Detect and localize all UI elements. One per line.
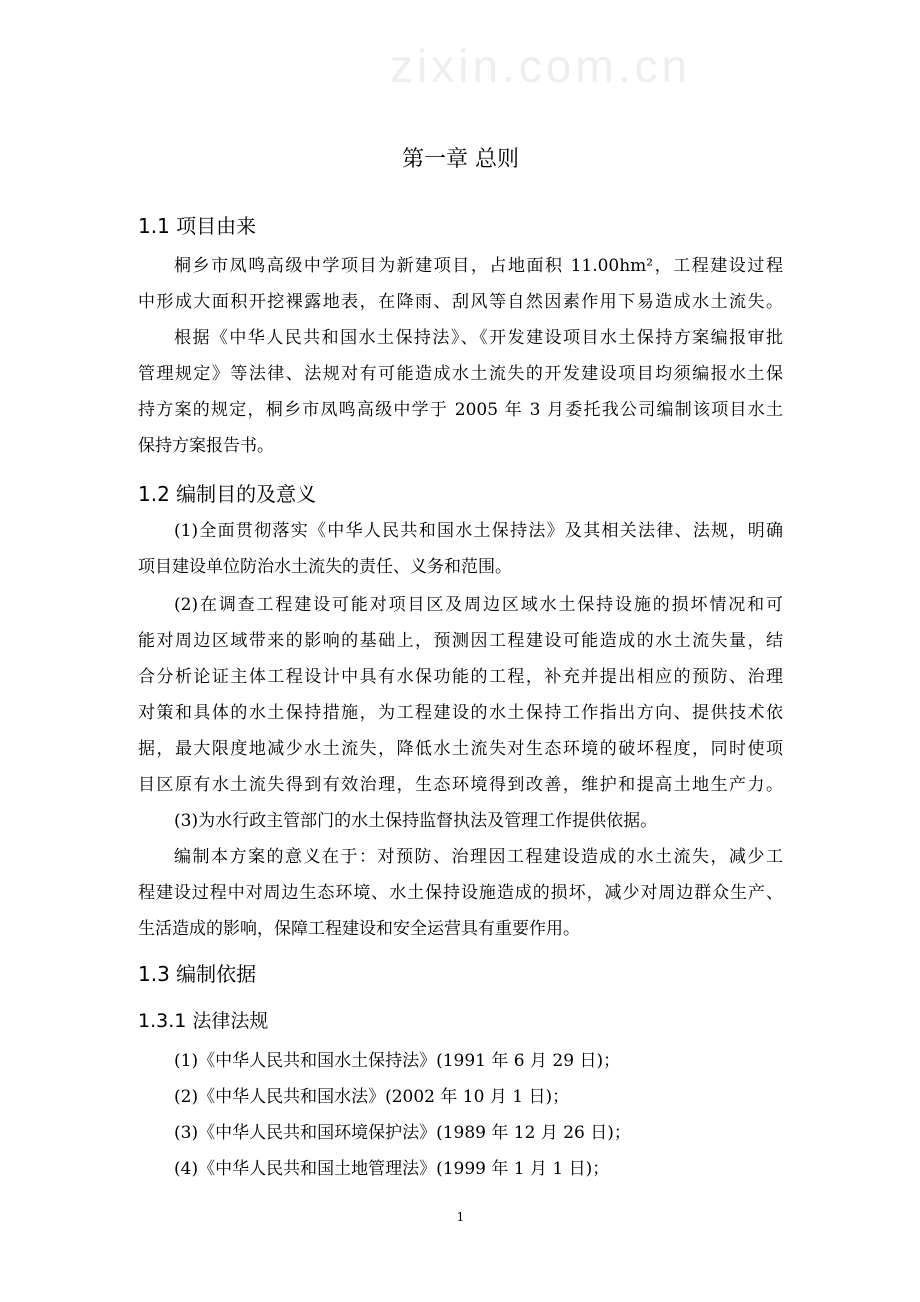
paragraph-line: 中形成大面积开挖裸露地表，在降雨、刮风等自然因素作用下易造成水土流失。 — [138, 292, 783, 312]
paragraph-line: 持方案的规定，桐乡市凤鸣高级中学于 2005 年 3 月委托我公司编制该项目水土 — [138, 400, 783, 420]
paragraph-line: 生活造成的影响，保障工程建设和安全运营具有重要作用。 — [138, 919, 580, 939]
section-heading-1-3: 1.3 编制依据 — [138, 962, 257, 986]
page-number: 1 — [456, 1210, 465, 1224]
paragraph-line: 管理规定》等法律、法规对有可能造成水土流失的开发建设项目均须编报水土保 — [138, 364, 783, 384]
paragraph-line: 能对周边区域带来的影响的基础上，预测因工程建设可能造成的水土流失量，结 — [138, 631, 783, 651]
paragraph-line: 对策和具体的水土保持措施，为工程建设的水土保持工作指出方向、提供技术依 — [138, 703, 783, 723]
section-heading-1-1: 1.1 项目由来 — [138, 214, 257, 238]
paragraph-line: 据，最大限度地减少水土流失，降低水土流失对生态环境的破坏程度，同时使项 — [138, 739, 783, 759]
paragraph-line: (1)全面贯彻落实《中华人民共和国水土保持法》及其相关法律、法规，明确 — [174, 521, 783, 541]
paragraph-line: 桐乡市凤鸣高级中学项目为新建项目，占地面积 11.00hm²，工程建设过程 — [174, 256, 783, 276]
paragraph-line: (2)在调查工程建设可能对项目区及周边区域水土保持设施的损坏情况和可 — [174, 595, 783, 615]
subsection-heading-1-3-1: 1.3.1 法律法规 — [138, 1010, 269, 1032]
list-item: (2)《中华人民共和国水法》(2002 年 10 月 1 日)； — [174, 1087, 570, 1107]
paragraph-line: 项目建设单位防治水土流失的责任、义务和范围。 — [138, 557, 512, 577]
paragraph-line: 根据《中华人民共和国水土保持法》、《开发建设项目水土保持方案编报审批 — [174, 328, 783, 348]
list-item: (3)《中华人民共和国环境保护法》(1989 年 12 月 26 日)； — [174, 1123, 631, 1143]
paragraph-line: (3)为水行政主管部门的水土保持监督执法及管理工作提供依据。 — [174, 811, 658, 831]
watermark: zixin.com.cn — [390, 40, 692, 92]
list-item: (1)《中华人民共和国水土保持法》(1991 年 6 月 29 日)； — [174, 1051, 621, 1071]
paragraph-line: 保持方案报告书。 — [138, 436, 274, 456]
chapter-title: 第一章 总则 — [402, 147, 519, 172]
paragraph-line: 合分析论证主体工程设计中具有水保功能的工程，补充并提出相应的预防、治理 — [138, 667, 783, 687]
list-item: (4)《中华人民共和国土地管理法》(1999 年 1 月 1 日)； — [174, 1159, 610, 1179]
paragraph-line: 程建设过程中对周边生态环境、水土保持设施造成的损坏，减少对周边群众生产、 — [138, 883, 783, 903]
section-heading-1-2: 1.2 编制目的及意义 — [138, 482, 317, 506]
paragraph-line: 目区原有水土流失得到有效治理，生态环境得到改善，维护和提高土地生产力。 — [138, 775, 783, 795]
paragraph-line: 编制本方案的意义在于：对预防、治理因工程建设造成的水土流失，减少工 — [174, 847, 783, 867]
